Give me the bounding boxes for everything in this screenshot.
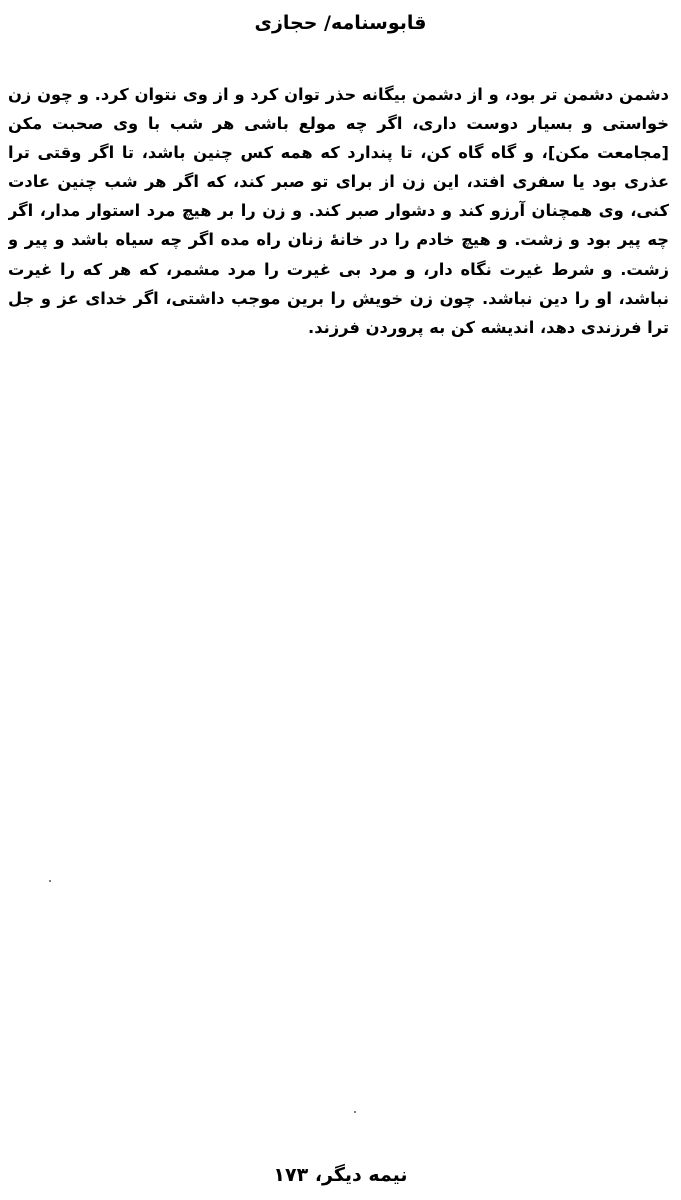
text-line: خواستی و بسیار دوست داری، اگر چه مولع باشی هر شب با وی صحبت مکن	[8, 114, 669, 134]
text-line: چه پیر بود و زشت. و هیچ خادم را در خانهٔ زنان راه مده اگر چه سیاه باشد و پیر و	[8, 230, 669, 250]
text-line: ترا فرزندی دهد، اندیشه کن به پروردن فرزند.	[308, 317, 669, 337]
text-line: دشمن دشمن تر بود، و از دشمن بیگانه حذر توان کرد و از وی نتوان کرد. و چون زن	[8, 85, 669, 104]
text-line: زشت. و شرط غیرت نگاه دار، و مرد بی غیرت را مرد مشمر، که هر که را غیرت	[8, 259, 669, 279]
text-line: [مجامعت مکن]، و گاه گاه کن، تا پندارد که همه کس چنین باشد، تا اگر وقتی ترا	[8, 143, 669, 163]
scan-speck	[354, 1111, 356, 1113]
page-footer: نیمه دیگر، ۱۷۳	[273, 1164, 408, 1186]
text-line: نباشد، او را دین نباشد. چون زن خویش را برین موجب داشتی، اگر خدای عز و جل	[8, 288, 669, 308]
scan-speck	[49, 880, 51, 882]
body-paragraph	[8, 80, 669, 342]
text-line: عذری بود یا سفری افتد، این زن از برای تو صبر کند، که اگر هر شب چنین عادت	[8, 172, 669, 192]
running-header: قابوسنامه/ حجازی	[254, 12, 427, 34]
text-line: کنی، وی همچنان آرزو کند و دشوار صبر کند. و زن را بر هیچ مرد استوار مدار، اگر	[8, 201, 669, 221]
